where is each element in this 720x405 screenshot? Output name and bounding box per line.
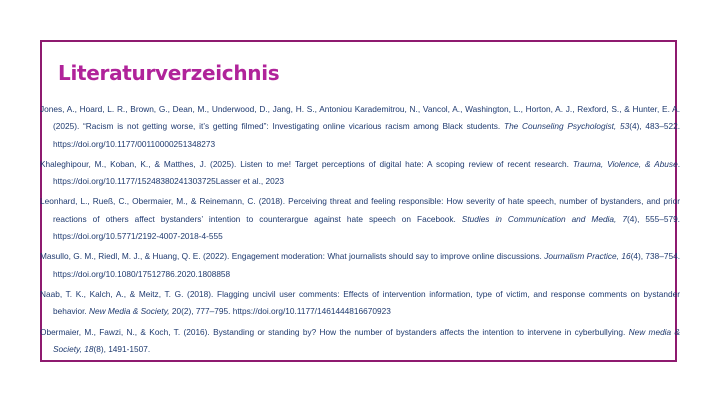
reference-text: Masullo, G. M., Riedl, M. J., & Huang, Q. E. (2022). Engagement moderation: What journalists should say to improve online discussions. <box>40 251 545 262</box>
reference-details: (8), 1491-1507. <box>93 343 151 354</box>
reference-source: New Media & Society, <box>88 306 170 317</box>
reference-item <box>40 324 680 359</box>
reference-text: Jones, A., Hoard, L. R., Brown, G., Dean, M., Underwood, D., Jang, H. S., Antoniou Karademitrou, N., Vancol, A., Washington, L., Horton, A. J., Rexford, S., & Hunter, E. A. (2025). “Racism is not getting worse, it’s getting filmed”: Investigating online vicarious racism among Black students. <box>40 104 680 132</box>
reference-list <box>40 101 680 361</box>
reference-source: Trauma, Violence, & Abuse <box>572 158 678 169</box>
reference-item <box>40 248 680 283</box>
reference-text: Leonhard, L., Rueß, C., Obermaier, M., & Reinemann, C. (2018). Perceiving threat and feeling responsible: How severity of hate speech, number of bystanders, and prior reactions of others affect bystanders’ intention to counterargue against hate speech on Facebook. <box>40 196 680 224</box>
reference-item <box>40 156 680 191</box>
reference-text: Naab, T. K., Kalch, A., & Meitz, T. G. (2018). Flagging uncivil user comments: Effects of intervention information, type of victim, and response comments on bystander behavior. <box>40 288 680 317</box>
reference-item <box>40 193 680 245</box>
reference-source: Studies in Communication and Media, 7 <box>461 213 627 224</box>
reference-item <box>40 101 680 153</box>
reference-source: Journalism Practice, 16 <box>544 251 631 262</box>
reference-details: (4), 738–754. https://doi.org/10.1080/17512786.2020.1808858 <box>53 251 681 279</box>
reference-source: The Counseling Psychologist, 53 <box>504 121 630 132</box>
reference-details: 20(2), 777–795. https://doi.org/10.1177/1461444816670923 <box>169 306 391 317</box>
reference-details: . https://doi.org/10.1177/15248380241303725Lasser et al., 2023 <box>53 158 680 187</box>
reference-item <box>40 286 680 321</box>
slide-title: Literaturverzeichnis <box>58 61 280 85</box>
reference-source: New media & Society, 18 <box>53 326 681 354</box>
reference-details: (4), 555–579. https://doi.org/10.5771/2192-4007-2018-4-555 <box>53 213 680 242</box>
reference-text: Khaleghipour, M., Koban, K., & Matthes, J. (2025). Listen to me! Target perceptions of digital hate: A scoping review of recent research. <box>40 158 573 169</box>
reference-text: Obermaier, M., Fawzi, N., & Koch, T. (2016). Bystanding or standing by? How the number of bystanders affects the intention to intervene in cyberbullying. <box>40 326 629 337</box>
reference-details: (4), 483–522. https://doi.org/10.1177/00110000251348273 <box>53 121 680 149</box>
